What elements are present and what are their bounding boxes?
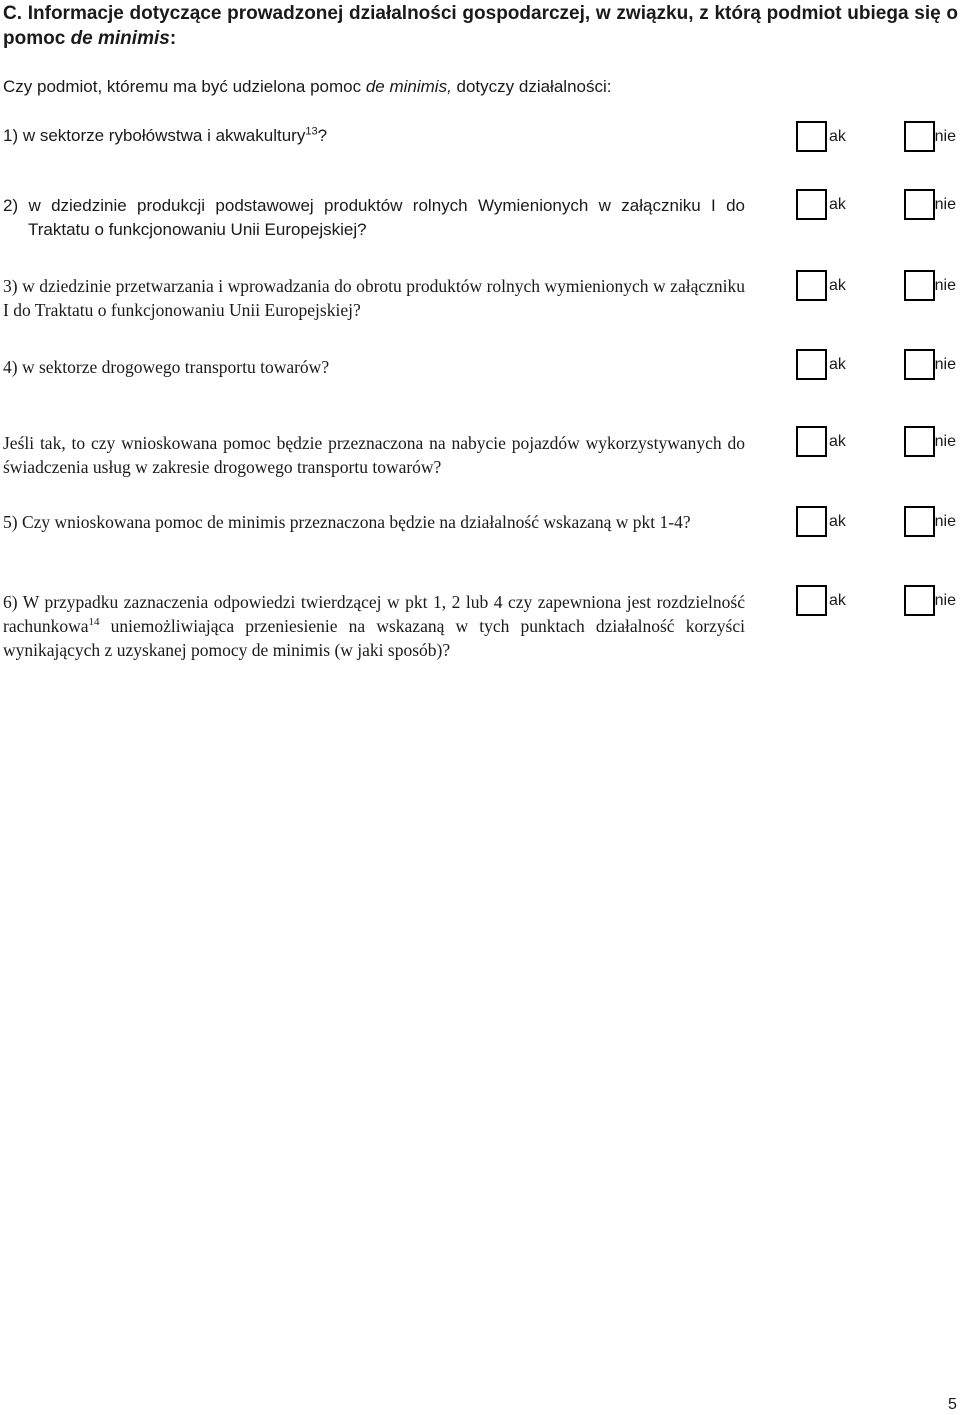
question-3-yes-checkbox[interactable] <box>796 270 827 301</box>
section-heading: C. Informacje dotyczące prowadzonej działalności gospodarczej, w związku, z którą podmiot ubiega się o pomoc de minimis: <box>3 3 958 49</box>
footnote-ref-13: 13 <box>305 125 318 138</box>
question-4-followup-yes-label: ak <box>829 433 846 450</box>
question-4-followup-yes-checkbox[interactable] <box>796 426 827 457</box>
question-5: 5) Czy wnioskowana pomoc de minimis przeznaczona będzie na działalność wskazaną w pkt 1-4? <box>3 512 691 532</box>
question-2-yes-checkbox[interactable] <box>796 189 827 220</box>
question-5-no-label: nie <box>934 513 956 530</box>
question-2-no-label: nie <box>934 196 956 213</box>
question-4: 4) w sektorze drogowego transportu towarów? <box>3 357 330 377</box>
question-3-no-label: nie <box>934 277 956 294</box>
intro-question: Czy podmiot, któremu ma być udzielona pomoc de minimis, dotyczy działalności: <box>3 77 612 96</box>
question-4-followup-no-label: nie <box>934 433 956 450</box>
question-4-yes-label: ak <box>829 356 846 373</box>
question-2: 2) w dziedzinie produkcji podstawowej produktów rolnych Wymienionych w załączniku I do Traktatu o funkcjonowaniu Unii Europejskiej? <box>3 196 745 239</box>
question-5-yes-label: ak <box>829 513 846 530</box>
footnote-ref-14: 14 <box>88 616 100 629</box>
question-1-yes-label: ak <box>829 128 846 145</box>
page-number: 5 <box>948 1396 957 1413</box>
question-4-yes-checkbox[interactable] <box>796 349 827 380</box>
question-1-yes-checkbox[interactable] <box>796 121 827 152</box>
question-3: 3) w dziedzinie przetwarzania i wprowadzania do obrotu produktów rolnych wymienionych w załączniku I do Traktatu o funkcjonowaniu Unii Europejskiej? <box>3 276 745 320</box>
question-3-yes-label: ak <box>829 277 846 294</box>
question-6-no-label: nie <box>934 592 956 609</box>
question-2-yes-label: ak <box>829 196 846 213</box>
question-6-yes-label: ak <box>829 592 846 609</box>
question-1-no-label: nie <box>934 128 956 145</box>
question-1: 1) w sektorze rybołówstwa i akwakultury$^{13}$? <box>3 125 328 145</box>
question-4-followup: Jeśli tak, to czy wnioskowana pomoc będzie przeznaczona na nabycie pojazdów wykorzystywanych do świadczenia usług w zakresie drogowego transportu towarów? <box>3 433 745 477</box>
question-6: 6) W przypadku zaznaczenia odpowiedzi twierdzącej w pkt 1, 2 lub 4 czy zapewniona jest rozdzielność rachunkowa$^{14}$ uniemożliwiająca przeniesienie na wskazaną w tych punktach działalność korzyści wynikających z uzyskanej pomocy de minimis (w jaki sposób)? <box>3 592 745 660</box>
intro-italic: de minimis, <box>365 77 452 96</box>
question-6-yes-checkbox[interactable] <box>796 585 827 616</box>
heading-italic: de minimis <box>70 28 170 49</box>
question-4-no-label: nie <box>934 356 956 373</box>
question-5-yes-checkbox[interactable] <box>796 506 827 537</box>
